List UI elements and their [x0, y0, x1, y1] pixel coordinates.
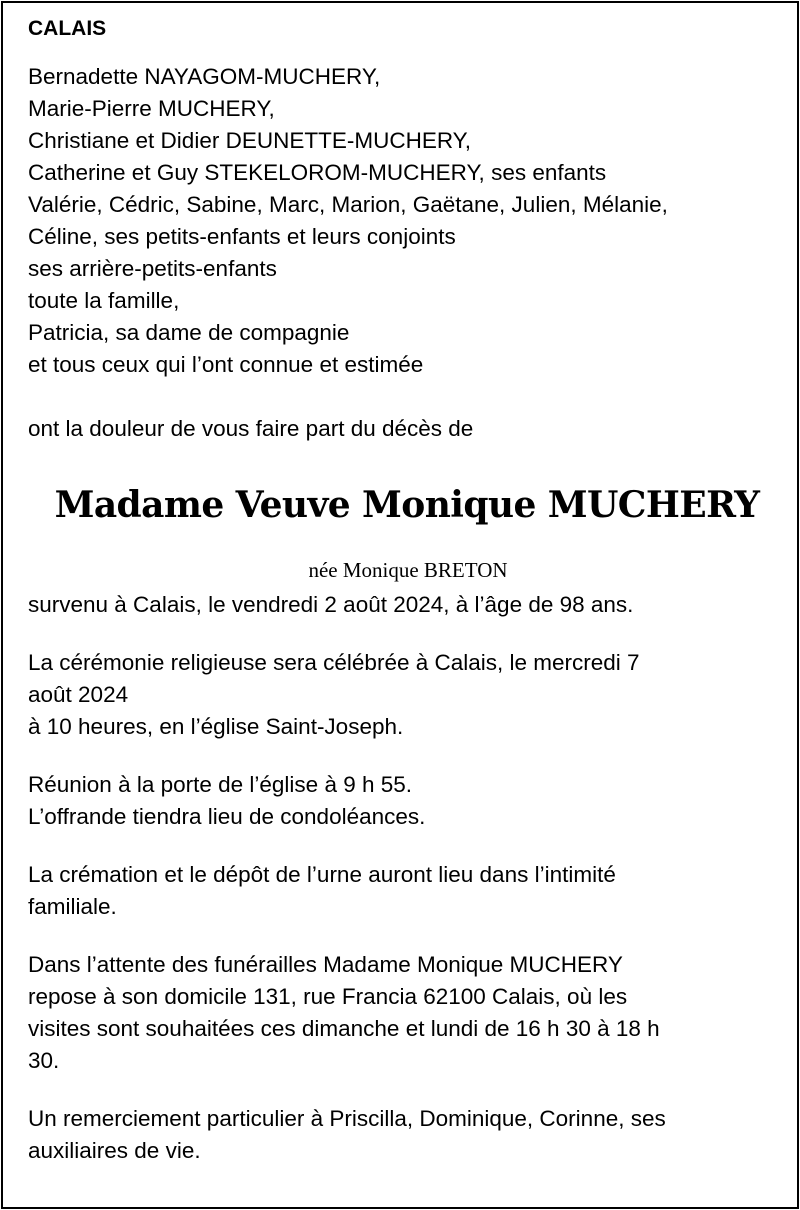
family-line: Céline, ses petits-enfants et leurs conjoints: [28, 224, 456, 249]
city-heading: CALAIS: [28, 17, 107, 40]
ceremony-paragraph: [28, 647, 788, 743]
repose-paragraph: [28, 949, 788, 1077]
thanks-line: Un remerciement particulier à Priscilla, Dominique, Corinne, ses: [28, 1106, 666, 1131]
family-line: et tous ceux qui l’ont connue et estimée: [28, 352, 424, 377]
cremation-paragraph: [28, 859, 788, 923]
maiden-name: née Monique BRETON: [308, 558, 508, 582]
cremation-line: familiale.: [28, 894, 117, 919]
family-line: ses arrière-petits-enfants: [28, 256, 277, 281]
family-list: [28, 61, 788, 381]
family-line: Catherine et Guy STEKELOROM-MUCHERY, ses enfants: [28, 160, 607, 185]
ceremony-line: à 10 heures, en l’église Saint-Joseph.: [28, 714, 404, 739]
family-line: toute la famille,: [28, 288, 180, 313]
death-info: survenu à Calais, le vendredi 2 août 2024, à l’âge de 98 ans.: [28, 592, 634, 617]
meeting-line: L’offrande tiendra lieu de condoléances.: [28, 804, 426, 829]
repose-line: Dans l’attente des funérailles Madame Monique MUCHERY: [28, 952, 623, 977]
thanks-paragraph: [28, 1103, 788, 1167]
thanks-line: auxiliaires de vie.: [28, 1138, 201, 1163]
meeting-paragraph: [28, 769, 788, 833]
repose-line: visites sont souhaitées ces dimanche et lundi de 16 h 30 à 18 h: [28, 1016, 660, 1041]
family-line: Christiane et Didier DEUNETTE-MUCHERY,: [28, 128, 472, 153]
cremation-line: La crémation et le dépôt de l’urne auront lieu dans l’intimité: [28, 862, 616, 887]
ceremony-line: août 2024: [28, 682, 129, 707]
spacer: [28, 923, 788, 949]
spacer: [28, 381, 788, 413]
spacer: [28, 833, 788, 859]
deceased-name: Madame Veuve Monique MUCHERY: [54, 484, 760, 526]
ceremony-line: La cérémonie religieuse sera célébrée à Calais, le mercredi 7: [28, 650, 640, 675]
spacer: [28, 621, 788, 647]
meeting-line: Réunion à la porte de l’église à 9 h 55.: [28, 772, 413, 797]
notice-content: [28, 15, 788, 1167]
announcement-text: ont la douleur de vous faire part du décès de: [28, 416, 474, 441]
family-line: Valérie, Cédric, Sabine, Marc, Marion, Gaëtane, Julien, Mélanie,: [28, 192, 668, 217]
family-line: Bernadette NAYAGOM-MUCHERY,: [28, 64, 381, 89]
family-line: Marie-Pierre MUCHERY,: [28, 96, 275, 121]
spacer: [28, 743, 788, 769]
obituary-notice: [1, 1, 799, 1209]
repose-line: repose à son domicile 131, rue Francia 62100 Calais, où les: [28, 984, 628, 1009]
spacer: [28, 1077, 788, 1103]
family-line: Patricia, sa dame de compagnie: [28, 320, 350, 345]
repose-line: 30.: [28, 1048, 60, 1073]
